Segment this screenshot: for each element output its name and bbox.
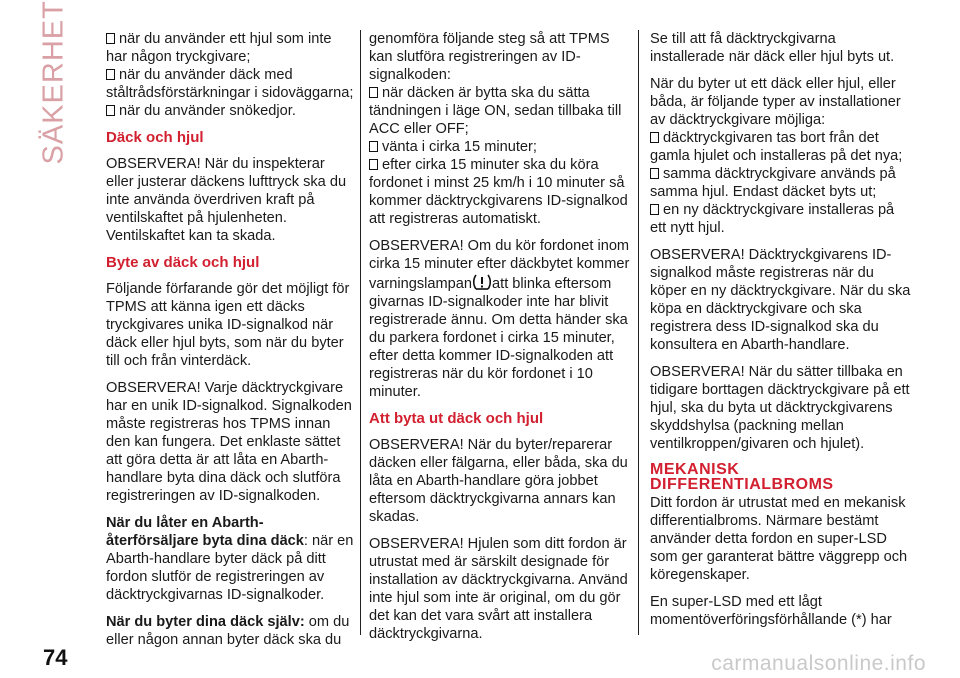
- bullet-box-icon: [650, 168, 659, 179]
- heading-tire-change: Byte av däck och hjul: [106, 254, 260, 271]
- heading-replace-tires: Att byta ut däck och hjul: [369, 410, 544, 427]
- paragraph: genomföra följande steg så att TPMS kan slutföra registreringen av ID-signalkoden:: [369, 31, 610, 83]
- bullet-item: när du använder däck med ståltrådsförstärkningar i sidoväggarna;: [106, 67, 354, 101]
- bullet-box-icon: [106, 69, 115, 80]
- bold-lead: När du byter dina däck själv:: [106, 614, 305, 630]
- paragraph: OBSERVERA! Om du kör fordonet inom cirka 15 minuter efter däckbytet kommer varningslampan att blinka eftersom givarnas ID-signalkoder inte har blivit registrerade ännu. Om detta händer ska du parkera fordonet i cirka 15 minuter, efter detta kommer ID-signalkoden att registreras när du kör fordonet i 10 minuter.: [369, 238, 630, 400]
- bullet-item: däcktryckgivaren tas bort från det gamla hjulet och installeras på det nya;: [650, 130, 903, 164]
- column-1: [106, 30, 356, 658]
- column-2: [369, 30, 631, 652]
- page-number: 74: [43, 645, 68, 670]
- column-divider: [360, 30, 361, 635]
- paragraph: OBSERVERA! När du inspekterar eller justerar däckens lufttryck ska du inte använda överdriven kraft på ventilskaftet på hjulenheten. Ventilskaftet kan ta skada.: [106, 156, 347, 244]
- bold-lead: När du låter en Abarth-återförsäljare byta dina däck: [106, 515, 304, 549]
- watermark: carmanualsonline.info: [711, 652, 926, 675]
- paragraph: OBSERVERA! När du byter/reparerar däcken eller fälgarna, eller båda, ska du låta en Abarth-handlare göra jobbet eftersom däcktryckgivarna annars kan skadas.: [369, 437, 628, 525]
- paragraph: OBSERVERA! Varje däcktryckgivare har en unik ID-signalkod. Signalkoden måste registreras hos TPMS innan den kan fungera. Det enklaste sättet att göra detta är att låta en Abarth-handlare byta dina däck och slutföra registreringen av ID-signalkoden.: [106, 380, 352, 504]
- bullet-item: en ny däcktryckgivare installeras på ett nytt hjul.: [650, 202, 895, 236]
- paragraph: OBSERVERA! Däcktryckgivarens ID-signalkod måste registreras när du köper en ny däcktryckgivare. När du ska köpa en däcktryckgivare och ska registrera dess ID-signalkod ska du konsultera en Abarth-handlare.: [650, 247, 911, 353]
- column-divider: [638, 30, 639, 635]
- column-3: [650, 30, 912, 638]
- bullet-box-icon: [650, 204, 659, 215]
- bullet-box-icon: [650, 132, 659, 143]
- section-tab: [22, 0, 78, 168]
- paragraph: När du byter ut ett däck eller hjul, eller båda, är följande typer av installationer av däcktryckgivare möjliga:: [650, 76, 901, 128]
- paragraph: OBSERVERA! När du sätter tillbaka en tidigare borttagen däcktryckgivare på ett hjul, ska du byta ut däcktryckgivarens skyddshylsa (packning mellan ventilkroppen/givaren och hjulet).: [650, 364, 910, 452]
- bullet-box-icon: [369, 141, 378, 152]
- bullet-item: när du använder ett hjul som inte har någon tryckgivare;: [106, 31, 332, 65]
- bullet-item: när däcken är bytta ska du sätta tändningen i läge ON, sedan tillbaka till ACC eller OFF;: [369, 85, 622, 137]
- bullet-box-icon: [106, 105, 115, 116]
- paragraph: När du låter en Abarth-återförsäljare byta dina däck: när en Abarth-handlare byter däck på ditt fordon slutför de registreringen av däcktryckgivarnas ID-signalkoder.: [106, 515, 354, 603]
- section-tab-label: SÄKERHET: [37, 0, 70, 165]
- bullet-item: efter cirka 15 minuter ska du köra fordonet i minst 25 km/h i 10 minuter så kommer däcktryckgivarens ID-signalkod att registreras automatiskt.: [369, 157, 628, 227]
- bullet-item: samma däcktryckgivare används på samma hjul. Endast däcket byts ut;: [650, 166, 896, 200]
- bullet-item: vänta i cirka 15 minuter;: [369, 138, 631, 156]
- paragraph: En super-LSD med ett lågt momentöverföringsförhållande (*) har: [650, 594, 892, 628]
- paragraph: När du byter dina däck själv: om du eller någon annan byter däck ska du: [106, 614, 350, 648]
- paragraph: Följande förfarande gör det möjligt för TPMS att känna igen ett däcks tryckgivares unika ID-signalkod när däck eller hjul byts, som när du byter till och från vinterdäck.: [106, 281, 350, 369]
- heading-differential: MEKANISK DIFFERENTIALBROMS: [650, 461, 834, 493]
- bullet-item: när du använder snökedjor.: [106, 102, 356, 120]
- tire-pressure-warning-icon: [472, 273, 492, 291]
- bullet-box-icon: [369, 159, 378, 170]
- bullet-box-icon: [106, 33, 115, 44]
- heading-tires: Däck och hjul: [106, 129, 204, 146]
- paragraph: Ditt fordon är utrustat med en mekanisk differentialbroms. Närmare bestämt använder detta fordon en super-LSD som ger garanterat bättre väggrepp och köregenskaper.: [650, 495, 908, 583]
- paragraph: OBSERVERA! Hjulen som ditt fordon är utrustat med är särskilt designade för installation av däcktryckgivarna. Använd inte hjul som inte är original, om du gör det kan det vara svårt att installera däcktryckgivarna.: [369, 536, 628, 642]
- bullet-box-icon: [369, 87, 378, 98]
- paragraph: Se till att få däcktryckgivarna installerade när däck eller hjul byts ut.: [650, 31, 895, 65]
